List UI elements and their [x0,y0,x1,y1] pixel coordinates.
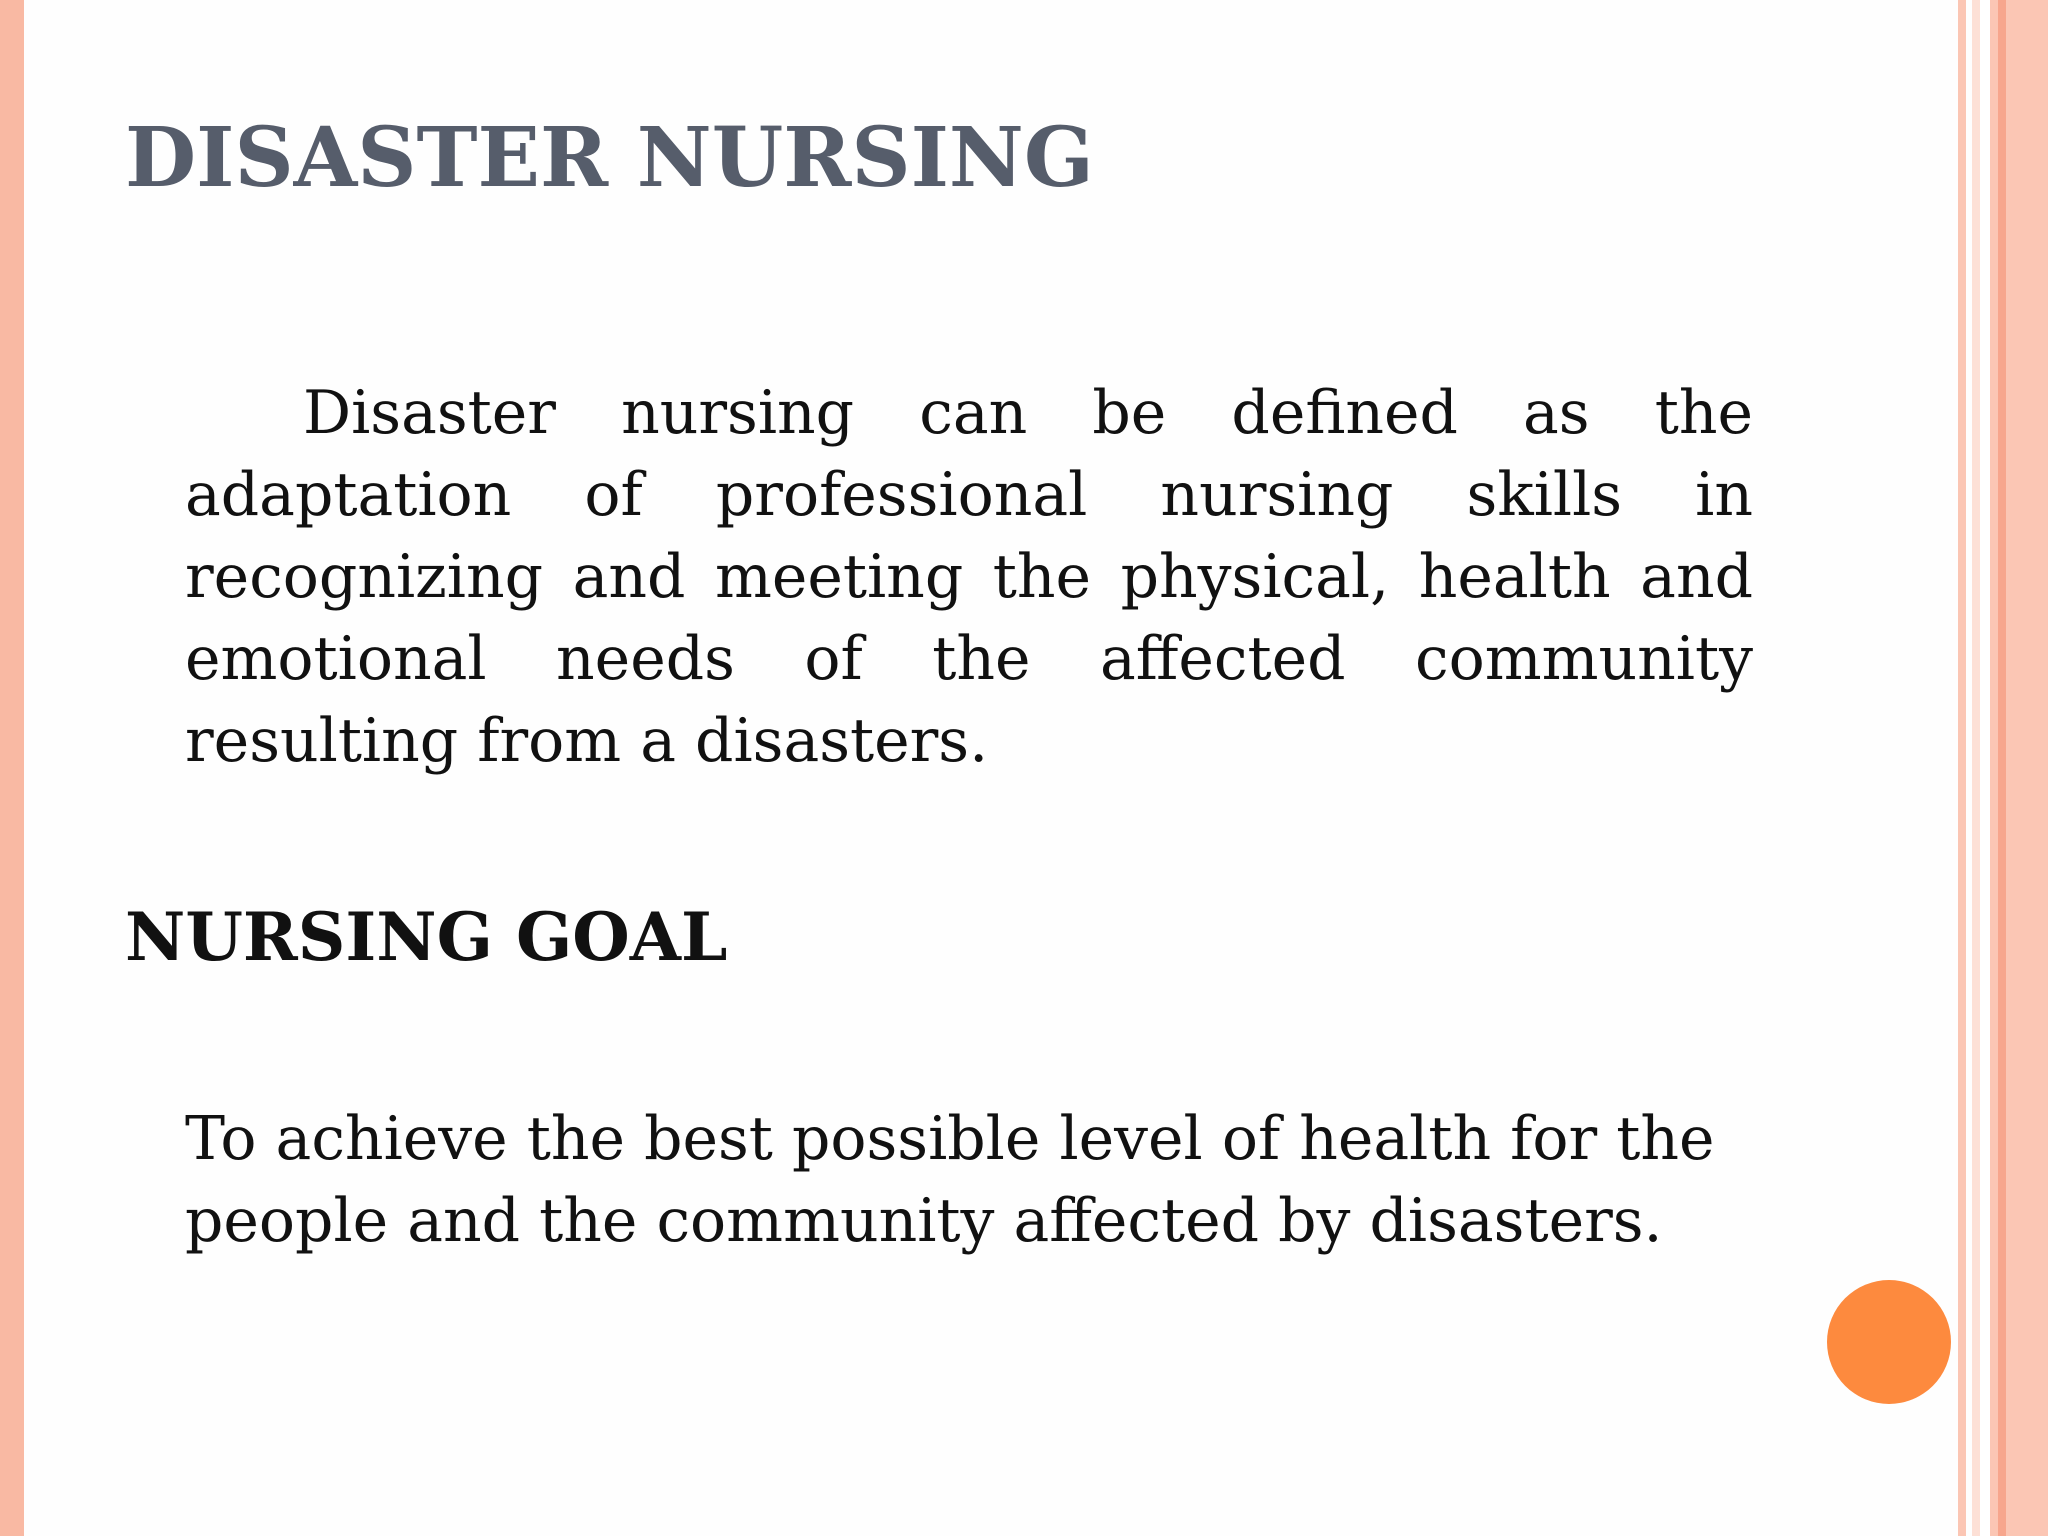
slide-title: DISASTER NURSING [125,110,1094,206]
accent-circle-icon [1827,1280,1951,1404]
nursing-goal-paragraph: To achieve the best possible level of health for the people and the community affected by disasters. [185,1104,1715,1256]
right-border-stripe [1980,0,1990,1536]
right-border-stripe [1990,0,1998,1536]
nursing-goal-heading: NURSING GOAL [125,898,728,976]
left-border-stripe [0,0,24,1536]
right-border-stripe [1958,0,1966,1536]
definition-paragraph: Disaster nursing can be defined as the adaptation of professional nursing skills in recognizing and meeting the physical, health and emotional needs of the affected community resulting from a disasters. [185,378,1753,776]
right-border-stripe [1972,0,1980,1536]
right-border-stripe [2006,0,2048,1536]
right-border-stripe [1998,0,2006,1536]
